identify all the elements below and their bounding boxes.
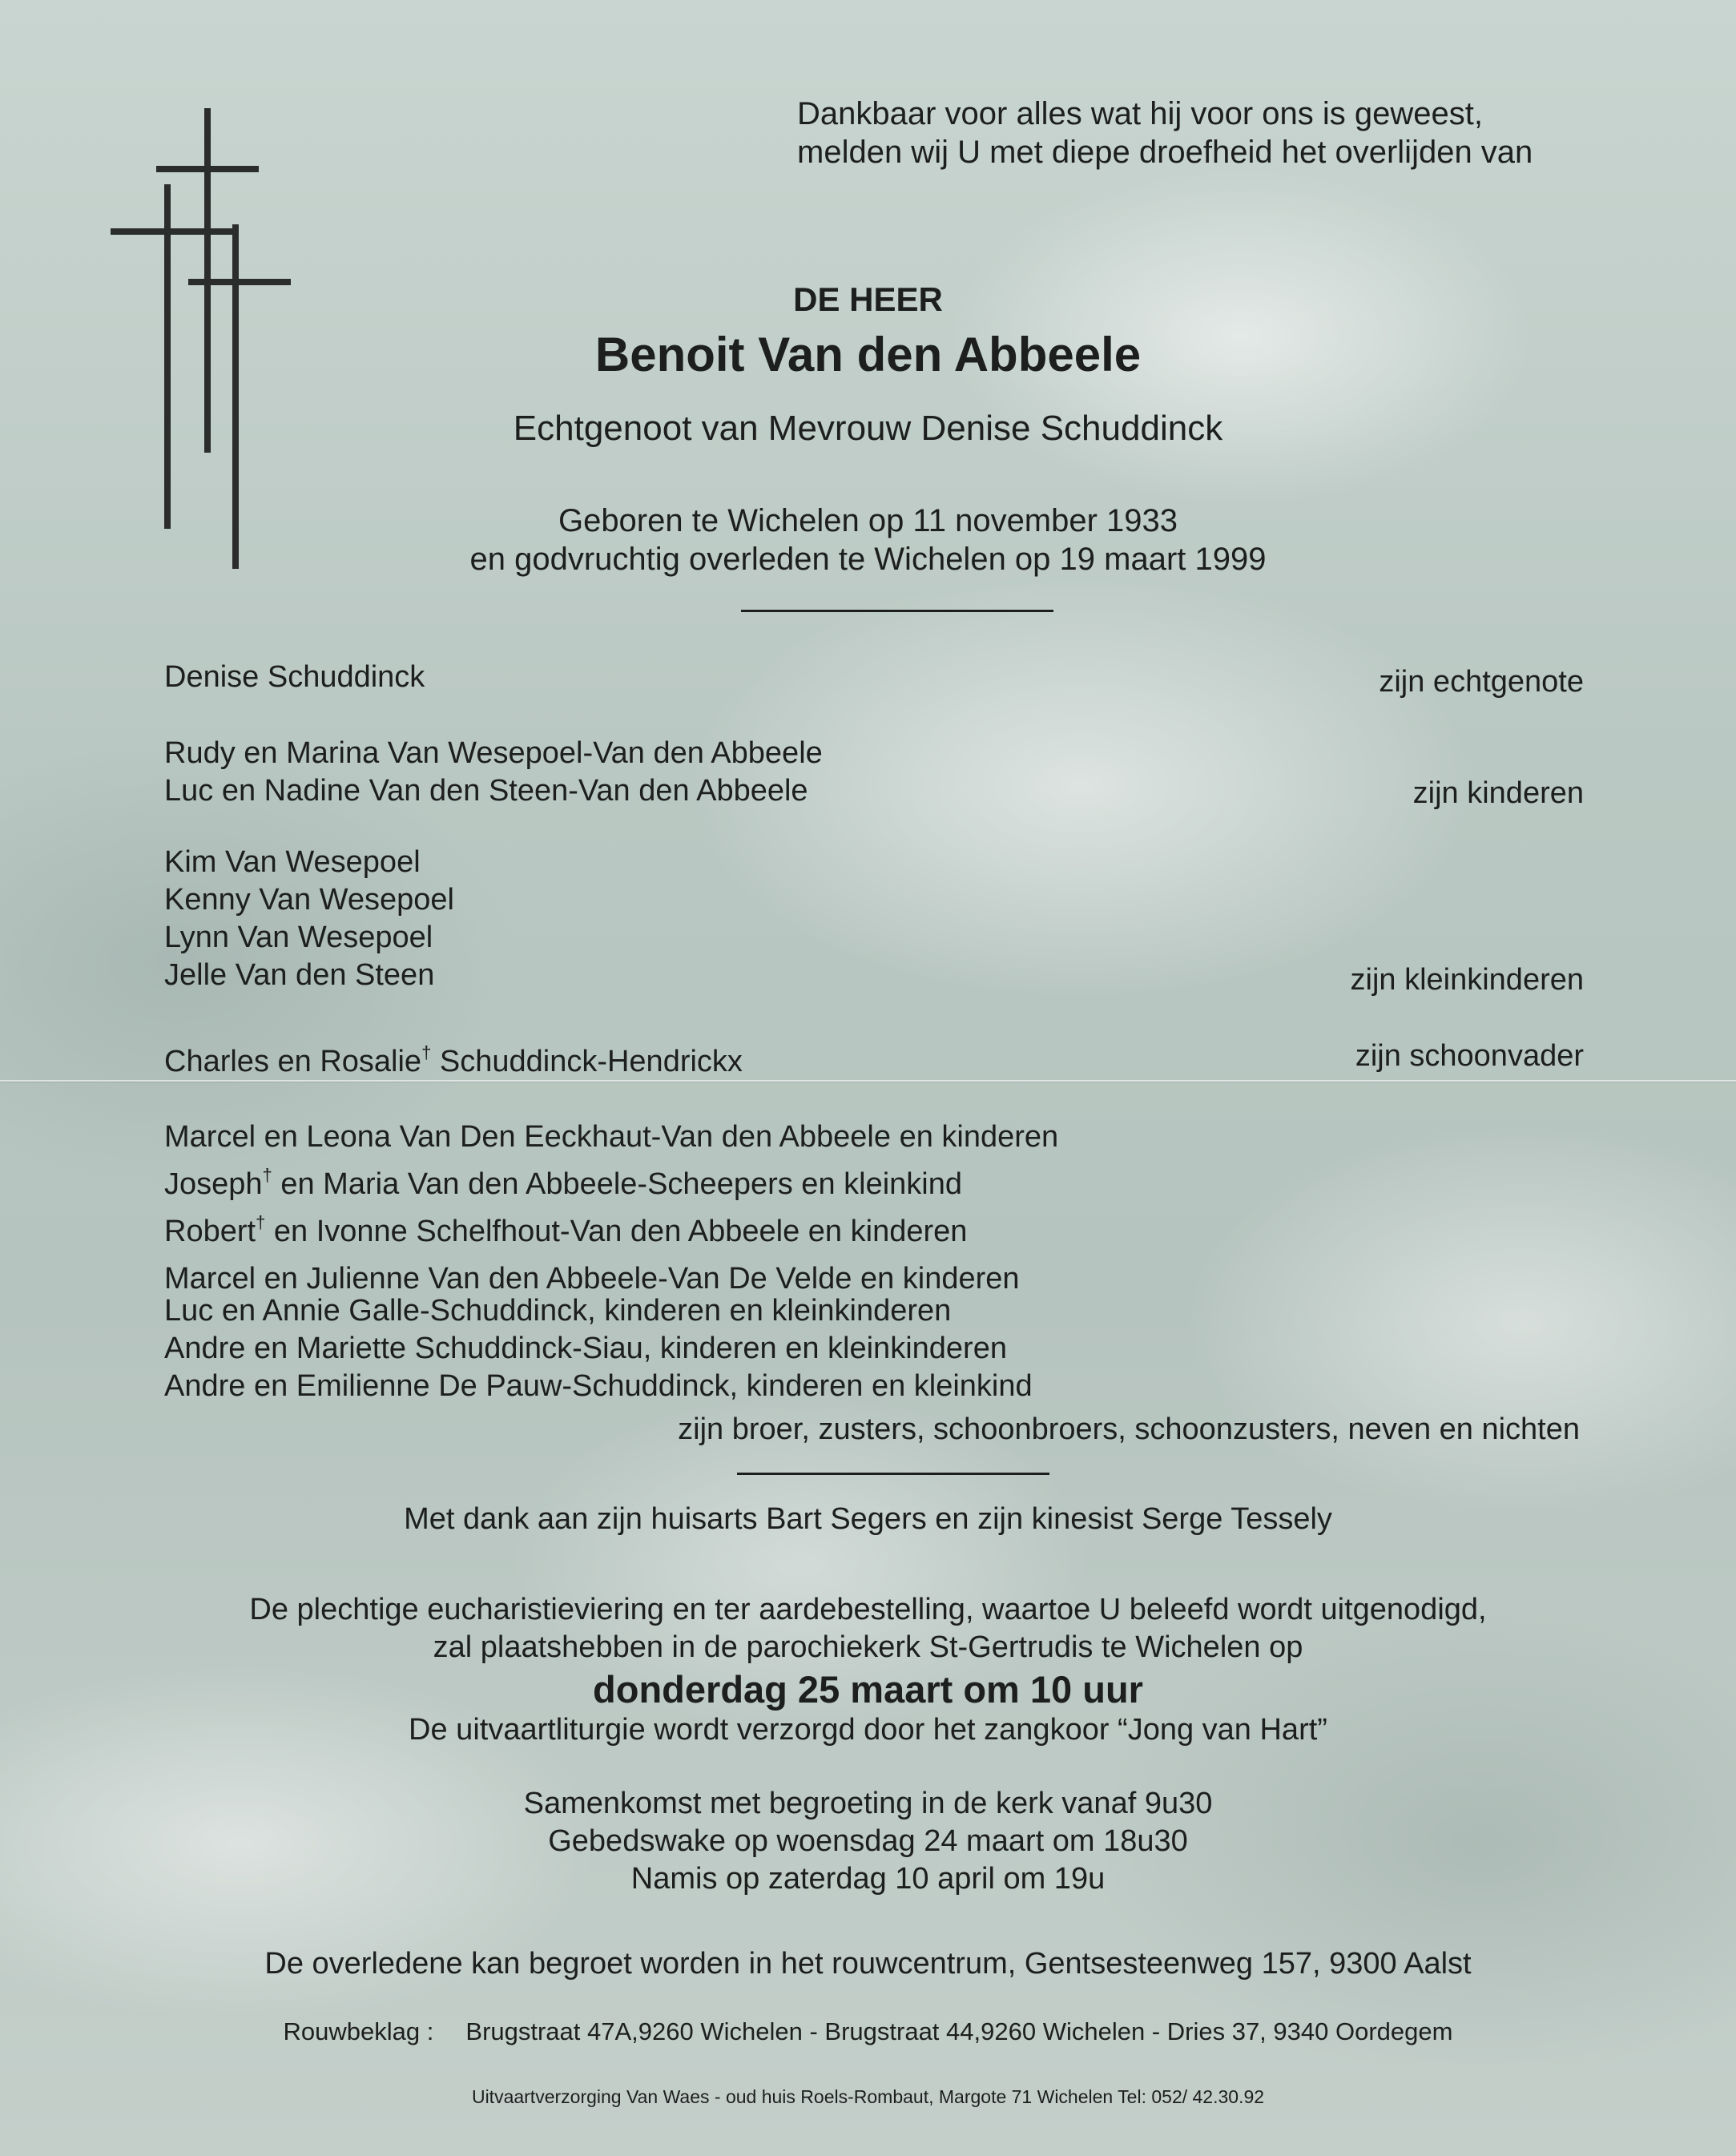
list-item: Marcel en Leona Van Den Eeckhaut-Van den Abbeele en kinderen (164, 1120, 1059, 1154)
ceremony-date: donderdag 25 maart om 10 uur (593, 1668, 1143, 1711)
deceased-name: Benoit Van den Abbeele (594, 328, 1142, 381)
grandchildren-relation: zijn kleinkinderen (1350, 963, 1584, 997)
relatives-relation: zijn broer, zusters, schoonbroers, schoonzusters, neven en nichten (678, 1412, 1580, 1446)
list-item: Joseph† en Maria Van den Abbeele-Scheepers en kleinkind (164, 1165, 962, 1201)
father-in-law-relation: zijn schoonvader (1355, 1039, 1584, 1073)
divider-bottom (737, 1473, 1049, 1475)
intro-text (797, 95, 1533, 171)
schedule-item: Gebedswake op woensdag 24 maart om 18u30 (548, 1824, 1188, 1858)
choir-line: De uitvaartliturgie wordt verzorgd door het zangkoor “Jong van Hart” (409, 1713, 1327, 1747)
list-item: Luc en Annie Galle-Schuddinck, kinderen en kleinkinderen (164, 1294, 952, 1328)
schedule (0, 1785, 1736, 1898)
list-item: Andre en Emilienne De Pauw-Schuddinck, kinderen en kleinkind (164, 1369, 1033, 1403)
schedule-item: Namis op zaterdag 10 april om 19u (630, 1862, 1106, 1896)
list-item: Robert† en Ivonne Schelfhout-Van den Abbeele en kinderen (164, 1212, 968, 1248)
siblings-list (164, 1109, 1058, 1298)
ceremony-line-2: zal plaatshebben in de parochiekerk St-Gertrudis te Wichelen op (433, 1630, 1303, 1664)
deceased-mark: † (421, 1042, 432, 1062)
children-relation: zijn kinderen (1412, 776, 1584, 810)
thanks-line: Met dank aan zijn huisarts Bart Segers en zijn kinesist Serge Tessely (404, 1502, 1332, 1536)
condolence-addresses (0, 2017, 1736, 2046)
birth-death-dates (0, 502, 1736, 578)
honorific: DE HEER (793, 280, 943, 318)
children-list (164, 735, 823, 810)
list-item: Marcel en Julienne Van den Abbeele-Van De Velde en kinderen (164, 1262, 1020, 1296)
list-item: Rudy en Marina Van Wesepoel-Van den Abbeele (164, 736, 823, 770)
list-item: Kim Van Wesepoel (164, 845, 421, 879)
list-item: Andre en Mariette Schuddinck-Siau, kinderen en kleinkinderen (164, 1332, 1007, 1365)
list-item: Jelle Van den Steen (164, 958, 435, 992)
spouse-relation: zijn echtgenote (1379, 665, 1584, 699)
birth-line: Geboren te Wichelen op 11 november 1933 (558, 503, 1178, 538)
list-item: Luc en Nadine Van den Steen-Van den Abbeele (164, 774, 808, 808)
divider-top (741, 610, 1053, 612)
list-item: Kenny Van Wesepoel (164, 883, 454, 917)
ceremony-text (0, 1591, 1736, 1666)
intro-line-2: melden wij U met diepe droefheid het overlijden van (797, 135, 1533, 170)
grandchildren-list (164, 844, 454, 994)
list-item: Lynn Van Wesepoel (164, 921, 433, 954)
death-line: en godvruchtig overleden te Wichelen op 19 maart 1999 (469, 542, 1267, 577)
in-laws-list (164, 1292, 1033, 1405)
intro-line-1: Dankbaar voor alles wat hij voor ons is geweest, (797, 96, 1483, 131)
schedule-item: Samenkomst met begroeting in de kerk vanaf 9u30 (523, 1787, 1213, 1820)
viewing-info: De overledene kan begroet worden in het rouwcentrum, Gentsesteenweg 157, 9300 Aalst (264, 1947, 1472, 1981)
condolence-address-list: Brugstraat 47A,9260 Wichelen - Brugstraat 44,9260 Wichelen - Dries 37, 9340 Oordegem (465, 2017, 1453, 2045)
spouse-name: Denise Schuddinck (164, 660, 425, 694)
undertaker-footer: Uitvaartverzorging Van Waes - oud huis Roels-Rombaut, Margote 71 Wichelen Tel: 052/ 42.30.92 (471, 2086, 1265, 2107)
spouse-line: Echtgenoot van Mevrouw Denise Schuddinck (513, 409, 1223, 448)
ceremony-line-1: De plechtige eucharistieviering en ter aardebestelling, waartoe U beleefd wordt uitgenodigd, (249, 1593, 1487, 1626)
father-in-law-name: Charles en Rosalie† Schuddinck-Hendrickx (164, 1042, 743, 1078)
condolence-label: Rouwbeklag : (283, 2017, 434, 2045)
